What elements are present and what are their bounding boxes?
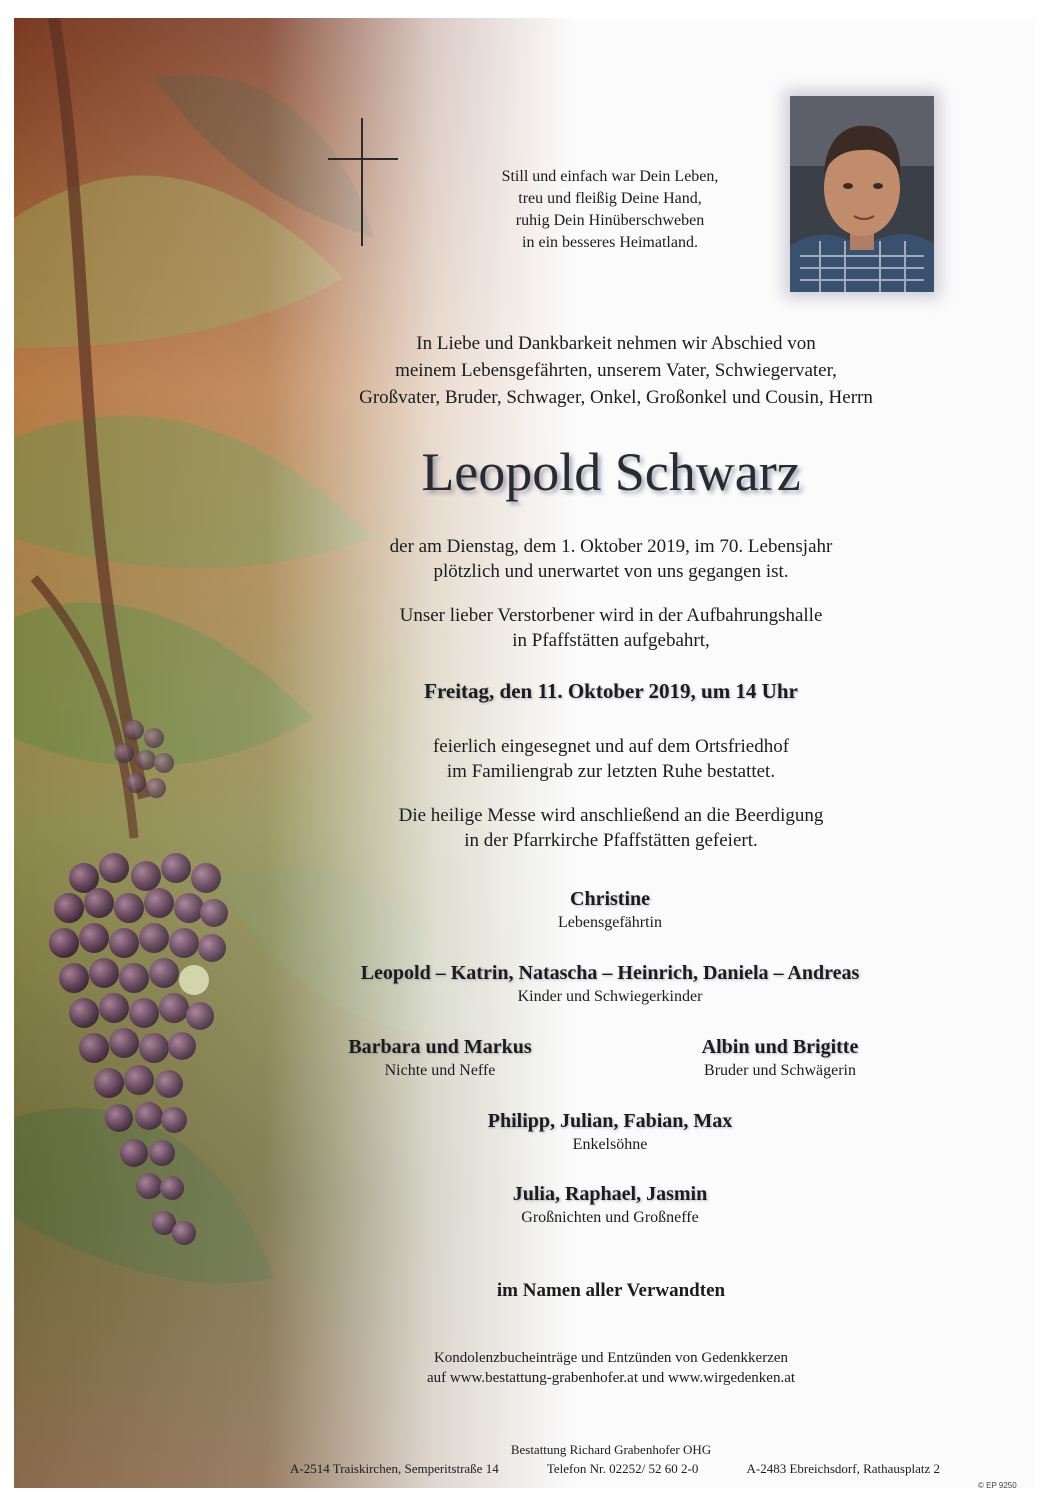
poem-line: treu und fleißig Deine Hand, — [518, 190, 702, 207]
portrait-photo — [790, 96, 934, 292]
poem-line: Still und einfach war Dein Leben, — [501, 168, 719, 185]
intro-line: Großvater, Bruder, Schwager, Onkel, Großonkel und Cousin, Herrn — [359, 387, 873, 408]
mourner-relation: Kinder und Schwiegerkinder — [517, 988, 703, 1005]
mass-line: in der Pfarrkirche Pfaffstätten gefeiert. — [464, 830, 758, 851]
laid-out-line: Unser lieber Verstorbener wird in der Aufbahrungshalle — [399, 605, 823, 626]
poem — [460, 166, 760, 254]
mourner-group-siblings — [660, 1034, 900, 1082]
death-info-line: der am Dienstag, dem 1. Oktober 2019, im 70. Lebensjahr — [389, 536, 833, 557]
mourner-group-partner — [420, 886, 800, 934]
intro-line: In Liebe und Dankbarkeit nehmen wir Abschied von — [416, 333, 816, 354]
condolence-line: Kondolenzbucheinträge und Entzünden von Gedenkkerzen — [433, 1350, 789, 1366]
funeral-date: Freitag, den 11. Oktober 2019, um 14 Uhr — [424, 679, 798, 703]
laid-out-line: in Pfaffstätten aufgebahrt, — [512, 630, 710, 651]
poem-line: in ein besseres Heimatland. — [522, 234, 698, 251]
form-number: © EP 9250 — [978, 1481, 1017, 1490]
mourner-names: Albin und Brigitte — [701, 1036, 859, 1058]
burial-info — [0, 734, 1052, 784]
mourner-names: Philipp, Julian, Fabian, Max — [487, 1110, 733, 1132]
closing-line: im Namen aller Verwandten — [496, 1280, 726, 1301]
intro-text — [0, 330, 1052, 411]
mourner-relation: Großnichten und Großneffe — [521, 1209, 699, 1226]
phone-number: Telefon Nr. 02252/ 52 60 2-0 — [546, 1461, 699, 1476]
mourner-names: Christine — [570, 888, 650, 910]
condolence-info — [0, 1348, 1052, 1388]
death-info-line: plötzlich und unerwartet von uns gegangen ist. — [433, 561, 789, 582]
address-traiskirchen: A-2514 Traiskirchen, Semperitstraße 14 — [290, 1461, 499, 1476]
address-ebreichsdorf: A-2483 Ebreichsdorf, Rathausplatz 2 — [746, 1461, 940, 1476]
funeral-home-contact — [290, 1461, 940, 1477]
intro-line: meinem Lebensgefährten, unserem Vater, Schwiegervater, — [395, 360, 837, 381]
mourner-names: Leopold – Katrin, Natascha – Heinrich, Daniela – Andreas — [360, 962, 860, 984]
laid-out-info — [0, 603, 1052, 653]
deceased-name: Leopold Schwarz — [421, 442, 801, 502]
mourner-names: Barbara und Markus — [348, 1036, 532, 1058]
mourner-relation: Nichte und Neffe — [384, 1062, 496, 1079]
burial-line: feierlich eingesegnet und auf dem Ortsfriedhof — [432, 736, 790, 757]
mourner-relation: Lebensgefährtin — [558, 914, 662, 931]
mass-line: Die heilige Messe wird anschließend an die Beerdigung — [398, 805, 824, 826]
cross-icon — [328, 118, 398, 246]
mourner-relation: Enkelsöhne — [572, 1136, 648, 1153]
mourner-group-grandnieces — [420, 1181, 800, 1229]
mourner-group-niece-nephew — [300, 1034, 580, 1082]
condolence-line: auf www.bestattung-grabenhofer.at und www.wirgedenken.at — [426, 1370, 796, 1386]
mass-info — [0, 803, 1052, 853]
poem-line: ruhig Dein Hinüberschweben — [515, 212, 705, 229]
mourner-group-children — [260, 960, 960, 1008]
mourner-group-grandsons — [420, 1108, 800, 1156]
funeral-home-name: Bestattung Richard Grabenhofer OHG — [510, 1442, 712, 1457]
death-info — [0, 534, 1052, 584]
burial-line: im Familiengrab zur letzten Ruhe bestattet. — [446, 761, 776, 782]
mourner-names: Julia, Raphael, Jasmin — [512, 1183, 708, 1205]
mourner-relation: Bruder und Schwägerin — [704, 1062, 856, 1079]
